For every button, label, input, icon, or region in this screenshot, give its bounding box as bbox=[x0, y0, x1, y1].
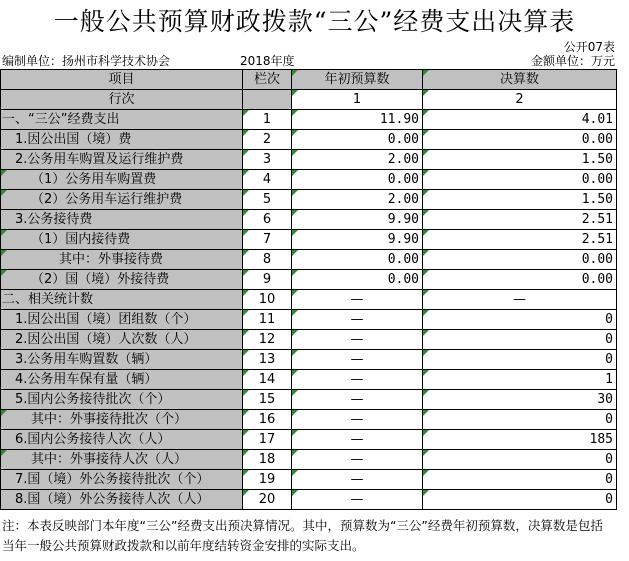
table-row bbox=[1, 310, 617, 330]
table-row bbox=[1, 170, 617, 190]
row-budget: 9.90 bbox=[292, 230, 423, 250]
row-budget: 2.00 bbox=[292, 150, 423, 170]
row-budget: 9.90 bbox=[292, 210, 423, 230]
row-budget: 0.00 bbox=[292, 250, 423, 270]
amount-unit: 金额单位：万元 bbox=[530, 54, 615, 68]
table-row bbox=[1, 450, 617, 470]
row-item: 其中：外事接待人次（人） bbox=[1, 450, 243, 470]
row-col-number: 7 bbox=[243, 230, 292, 250]
header-col: 栏次 bbox=[243, 70, 292, 90]
row-item: 5.国内公务接待批次（个） bbox=[1, 390, 243, 410]
row-item: 二、相关统计数 bbox=[1, 290, 243, 310]
header-item: 项目 bbox=[1, 70, 243, 90]
row-actual: 185 bbox=[423, 430, 617, 450]
table-row bbox=[1, 470, 617, 490]
table-row bbox=[1, 370, 617, 390]
subheader-col bbox=[243, 90, 292, 110]
row-col-number: 14 bbox=[243, 370, 292, 390]
row-actual: 1 bbox=[423, 370, 617, 390]
row-item: 3.公务用车购置数（辆） bbox=[1, 350, 243, 370]
row-col-number: 16 bbox=[243, 410, 292, 430]
row-budget: 0.00 bbox=[292, 170, 423, 190]
row-budget: — bbox=[292, 310, 423, 330]
table-row bbox=[1, 490, 617, 510]
row-col-number: 12 bbox=[243, 330, 292, 350]
form-number: 公开07表 bbox=[563, 40, 615, 54]
header-actual: 决算数 bbox=[423, 70, 617, 90]
compiling-unit: 编制单位：扬州市科学技术协会 bbox=[2, 54, 171, 68]
row-actual: 0 bbox=[423, 330, 617, 350]
row-item: （2）国（境）外接待费 bbox=[1, 270, 243, 290]
row-budget: — bbox=[292, 390, 423, 410]
row-actual: 0 bbox=[423, 410, 617, 430]
row-col-number: 1 bbox=[243, 110, 292, 130]
table-row bbox=[1, 350, 617, 370]
row-actual: 0 bbox=[423, 350, 617, 370]
subheader-item: 行次 bbox=[1, 90, 243, 110]
row-actual: 0 bbox=[423, 490, 617, 510]
row-actual: — bbox=[423, 290, 617, 310]
row-actual: 0.00 bbox=[423, 270, 617, 290]
subheader-budget: 1 bbox=[292, 90, 423, 110]
row-budget: — bbox=[292, 370, 423, 390]
row-col-number: 11 bbox=[243, 310, 292, 330]
row-item: 2.公务用车购置及运行维护费 bbox=[1, 150, 243, 170]
table-row bbox=[1, 250, 617, 270]
row-item: 4.公务用车保有量（辆） bbox=[1, 370, 243, 390]
table-row bbox=[1, 330, 617, 350]
row-col-number: 10 bbox=[243, 290, 292, 310]
row-item: 其中：外事接待批次（个） bbox=[1, 410, 243, 430]
header-budget: 年初预算数 bbox=[292, 70, 423, 90]
row-item: （2）公务用车运行维护费 bbox=[1, 190, 243, 210]
row-actual: 4.01 bbox=[423, 110, 617, 130]
row-item: 1.因公出国（境）费 bbox=[1, 130, 243, 150]
table-row bbox=[1, 270, 617, 290]
table-row bbox=[1, 430, 617, 450]
row-budget: — bbox=[292, 450, 423, 470]
row-actual: 1.50 bbox=[423, 190, 617, 210]
row-item: （1）国内接待费 bbox=[1, 230, 243, 250]
row-item: 7.国（境）外公务接待批次（个） bbox=[1, 470, 243, 490]
row-budget: — bbox=[292, 490, 423, 510]
row-item: （1）公务用车购置费 bbox=[1, 170, 243, 190]
row-budget: 11.90 bbox=[292, 110, 423, 130]
row-col-number: 20 bbox=[243, 490, 292, 510]
row-item: 3.公务接待费 bbox=[1, 210, 243, 230]
row-col-number: 18 bbox=[243, 450, 292, 470]
table-row bbox=[1, 410, 617, 430]
row-col-number: 19 bbox=[243, 470, 292, 490]
expenditure-table bbox=[0, 69, 617, 510]
page-title: 一般公共预算财政拨款“三公”经费支出决算表 bbox=[53, 7, 576, 36]
row-col-number: 6 bbox=[243, 210, 292, 230]
table-header-row bbox=[1, 70, 617, 90]
row-budget: — bbox=[292, 290, 423, 310]
row-budget: — bbox=[292, 430, 423, 450]
table-row bbox=[1, 190, 617, 210]
row-budget: — bbox=[292, 470, 423, 490]
row-actual: 0.00 bbox=[423, 170, 617, 190]
fiscal-year: 2018年度 bbox=[240, 54, 295, 68]
row-item: 8.国（境）外公务接待人次（人） bbox=[1, 490, 243, 510]
table-row bbox=[1, 130, 617, 150]
row-actual: 0 bbox=[423, 310, 617, 330]
row-budget: — bbox=[292, 330, 423, 350]
row-col-number: 5 bbox=[243, 190, 292, 210]
row-actual: 30 bbox=[423, 390, 617, 410]
table-row bbox=[1, 150, 617, 170]
table-row bbox=[1, 390, 617, 410]
row-budget: — bbox=[292, 410, 423, 430]
row-actual: 2.51 bbox=[423, 230, 617, 250]
table-row bbox=[1, 230, 617, 250]
footnote: 注：本表反映部门本年度“三公”经费支出预决算情况。其中，预算数为“三公”经费年初预算数，决算数是包括当年一般公共预算财政拨款和以前年度结转资金安排的实际支出。 bbox=[2, 518, 603, 553]
row-actual: 0.00 bbox=[423, 130, 617, 150]
row-col-number: 8 bbox=[243, 250, 292, 270]
table-row bbox=[1, 210, 617, 230]
row-col-number: 17 bbox=[243, 430, 292, 450]
row-actual: 0 bbox=[423, 450, 617, 470]
row-budget: 2.00 bbox=[292, 190, 423, 210]
row-col-number: 4 bbox=[243, 170, 292, 190]
row-budget: — bbox=[292, 350, 423, 370]
table-row bbox=[1, 110, 617, 130]
row-item: 一、“三公”经费支出 bbox=[1, 110, 243, 130]
row-actual: 0.00 bbox=[423, 250, 617, 270]
row-col-number: 13 bbox=[243, 350, 292, 370]
row-item: 6.国内公务接待人次（人） bbox=[1, 430, 243, 450]
row-actual: 1.50 bbox=[423, 150, 617, 170]
row-actual: 0 bbox=[423, 470, 617, 490]
row-budget: 0.00 bbox=[292, 270, 423, 290]
row-item: 1.因公出国（境）团组数（个） bbox=[1, 310, 243, 330]
row-col-number: 15 bbox=[243, 390, 292, 410]
table-row bbox=[1, 290, 617, 310]
row-col-number: 2 bbox=[243, 130, 292, 150]
table-subheader-row bbox=[1, 90, 617, 110]
row-item: 其中：外事接待费 bbox=[1, 250, 243, 270]
row-col-number: 9 bbox=[243, 270, 292, 290]
subheader-actual: 2 bbox=[423, 90, 617, 110]
row-budget: 0.00 bbox=[292, 130, 423, 150]
row-item: 2.因公出国（境）人次数（人） bbox=[1, 330, 243, 350]
row-col-number: 3 bbox=[243, 150, 292, 170]
row-actual: 2.51 bbox=[423, 210, 617, 230]
